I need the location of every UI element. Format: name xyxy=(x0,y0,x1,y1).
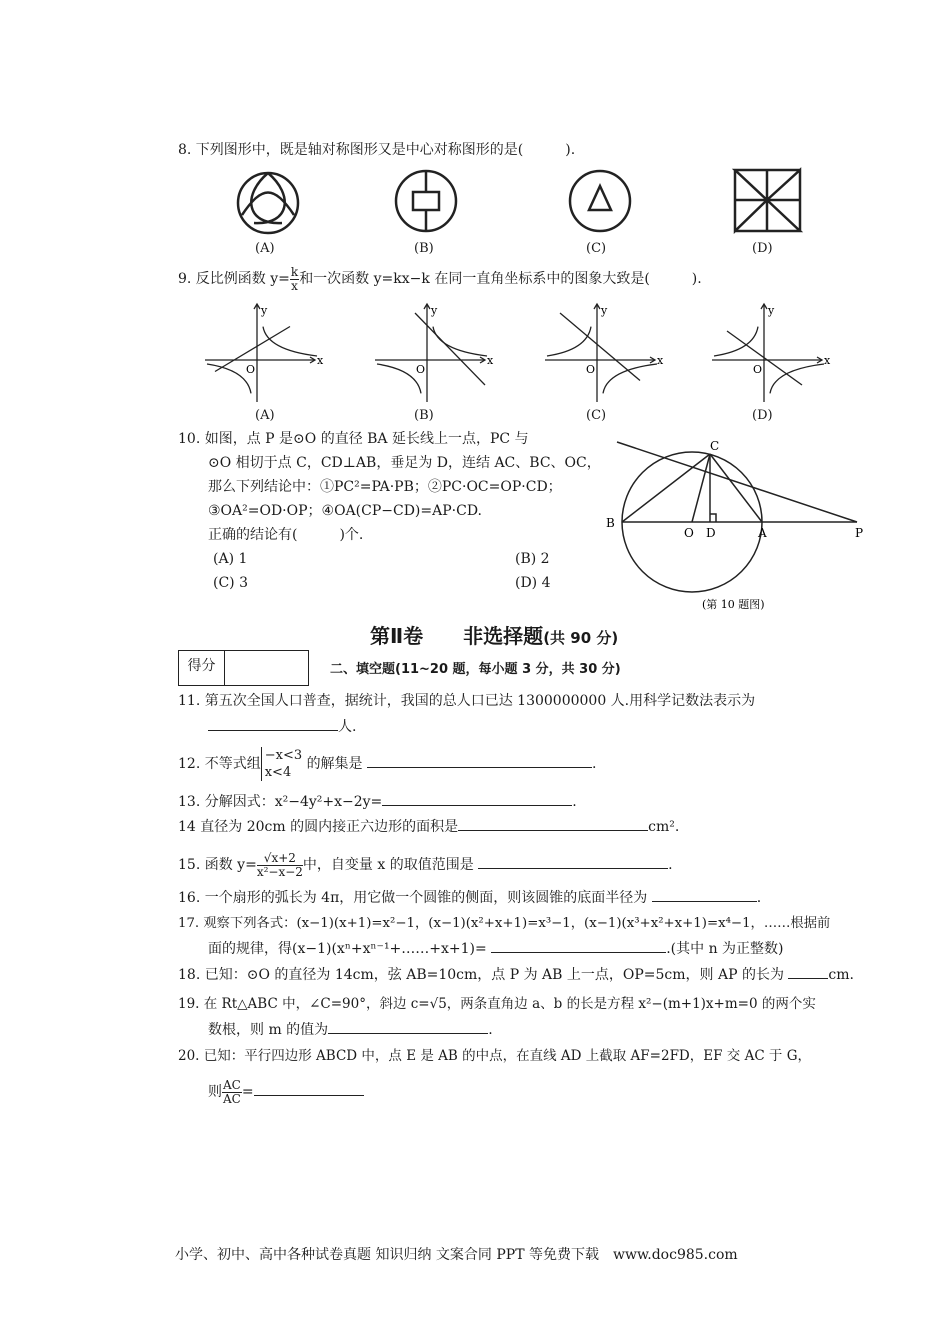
q9-axis-y-label: y xyxy=(601,304,608,317)
q9-option-a-label: (A) xyxy=(255,408,275,423)
q9-option-c-label: (C) xyxy=(586,408,607,423)
q11-line-1: 11. 第五次全国人口普查，据统计，我国的总人口已达 1300000000 人.用科学记数法表示为 xyxy=(178,693,756,709)
q19-line-2 xyxy=(208,1021,493,1039)
q19-end: . xyxy=(488,1022,493,1038)
q10-line-3: 那么下列结论中：①PC²=PA·PB；②PC·OC=OP·CD； xyxy=(208,479,562,495)
q9-axis-x-label: x xyxy=(487,354,494,367)
fig-point-p: P xyxy=(855,526,864,540)
q9-axis-x-label: x xyxy=(317,354,324,367)
q20-fraction xyxy=(222,1079,242,1106)
q9-axis-x-label: x xyxy=(824,354,831,367)
q11-answer-blank[interactable] xyxy=(208,718,338,731)
q17-suffix: .(其中 n 为正整数) xyxy=(666,941,784,957)
fig-point-d: D xyxy=(706,526,716,540)
q14-answer-blank[interactable] xyxy=(458,818,648,831)
q20-frac-num: AC xyxy=(223,1077,241,1092)
question-16 xyxy=(178,889,761,907)
q19-line-1: 19. 在 Rt△ABC 中，∠C=90°，斜边 c=√5，两条直角边 a、b 的长是方程 x²−(m+1)x+m=0 的两个实 xyxy=(178,996,816,1012)
q8-option-d-figure xyxy=(730,165,804,235)
q13-answer-blank[interactable] xyxy=(382,793,572,806)
q9-graph-d xyxy=(712,304,832,404)
q18-prefix: 18. 已知：⊙O 的直径为 14cm，弦 AB=10cm，点 P 为 AB 上一点，OP=5cm，则 AP 的长为 xyxy=(178,967,784,983)
q15-frac-num: √x+2 xyxy=(257,852,303,866)
q20-prefix: 则 xyxy=(208,1084,222,1100)
q10-line-1: 10. 如图，点 P 是⊙O 的直径 BA 延长线上一点，PC 与 xyxy=(178,431,529,447)
q9-graph-a xyxy=(205,304,325,404)
q12-end: . xyxy=(592,756,597,772)
q9-origin-label: O xyxy=(753,363,763,376)
q18-answer-blank[interactable] xyxy=(788,966,828,979)
q20-answer-blank[interactable] xyxy=(254,1083,364,1096)
q12-ineq-2: x<4 xyxy=(264,765,292,780)
section-title-main: 第Ⅱ卷 非选择题 xyxy=(370,624,544,648)
q10-line-4: ③OA²=OD·OP；④OA(CP−CD)=AP·CD. xyxy=(208,503,482,519)
q9-axis-x-label: x xyxy=(657,354,664,367)
fig-point-a: A xyxy=(758,526,767,540)
q9-frac-num: k xyxy=(290,264,299,279)
question-8-text: 8. 下列图形中，既是轴对称图形又是中心对称图形的是( ). xyxy=(178,142,576,158)
q12-ineq-1: −x<3 xyxy=(264,748,303,763)
q9-fraction xyxy=(290,266,299,293)
q9-origin-label: O xyxy=(246,363,256,376)
fig-point-b: B xyxy=(606,516,615,530)
q12-answer-blank[interactable] xyxy=(367,755,592,768)
q15-fraction xyxy=(257,852,303,879)
fig-point-o: O xyxy=(684,526,694,540)
q8-option-a-figure xyxy=(232,165,304,235)
q10-line-2: ⊙O 相切于点 C，CD⊥AB，垂足为 D，连结 AC、BC、OC， xyxy=(208,455,601,471)
q15-end: . xyxy=(668,857,673,873)
q14-prefix: 14 直径为 20cm 的圆内接正六边形的面积是 xyxy=(178,819,459,835)
q8-option-b-label: (B) xyxy=(414,241,434,256)
q9-prefix: 9. 反比例函数 y= xyxy=(178,271,290,287)
question-12 xyxy=(178,744,596,784)
score-box xyxy=(178,650,309,686)
q9-axis-y-label: y xyxy=(768,304,775,317)
q11-suffix: 人. xyxy=(338,719,357,735)
q16-prefix: 16. 一个扇形的弧长为 4π，用它做一个圆锥的侧面，则该圆锥的底面半径为 xyxy=(178,890,648,906)
fig-point-c: C xyxy=(710,439,720,453)
q15-suffix: 中，自变量 x 的取值范围是 xyxy=(302,857,474,873)
q10-option-c: (C) 3 xyxy=(213,575,248,591)
q17-line-1: 17. 观察下列各式：(x−1)(x+1)=x²−1，(x−1)(x²+x+1)=x³−1，(x−1)(x³+x²+x+1)=x⁴−1，……根据前 xyxy=(178,916,831,931)
q8-option-c-figure xyxy=(567,168,633,234)
fig-caption: (第 10 题图) xyxy=(702,598,765,611)
q10-option-b: (B) 2 xyxy=(515,551,550,567)
q9-option-b-label: (B) xyxy=(414,408,434,423)
question-9-text xyxy=(178,264,702,294)
q9-suffix: 和一次函数 y=kx−k 在同一直角坐标系中的图象大致是( ). xyxy=(299,271,702,287)
q11-line-2 xyxy=(208,718,356,736)
q13-prefix: 13. 分解因式：x²−4y²+x−2y= xyxy=(178,794,383,810)
section-title xyxy=(370,624,618,650)
q8-option-c-label: (C) xyxy=(586,241,607,256)
q10-option-d: (D) 4 xyxy=(515,575,551,591)
q16-end: . xyxy=(756,890,762,906)
q9-axis-y-label: y xyxy=(431,304,438,317)
q10-line-5: 正确的结论有( )个. xyxy=(208,527,364,543)
score-label: 得分 xyxy=(179,651,225,685)
q20-line-2 xyxy=(208,1075,364,1109)
q15-frac-den: x²−x−2 xyxy=(256,864,303,879)
q19-answer-blank[interactable] xyxy=(328,1021,488,1034)
q12-suffix: 的解集是 xyxy=(306,756,363,772)
q18-end: cm. xyxy=(828,967,854,983)
question-14 xyxy=(178,818,679,836)
q12-prefix: 12. 不等式组 xyxy=(178,756,261,772)
q9-option-d-label: (D) xyxy=(752,408,773,423)
q9-graph-c xyxy=(545,304,665,404)
q13-end: . xyxy=(572,794,577,810)
q15-answer-blank[interactable] xyxy=(478,856,668,869)
q19-prefix: 数根，则 m 的值为 xyxy=(208,1022,329,1038)
section-title-suffix: (共 90 分) xyxy=(543,629,619,647)
q16-answer-blank[interactable] xyxy=(652,889,757,902)
section-heading: 二、填空题(11~20 题，每小题 3 分，共 30 分) xyxy=(330,662,621,677)
q12-inequality-system xyxy=(261,747,302,781)
question-18 xyxy=(178,966,854,984)
q8-option-b-figure xyxy=(393,168,459,234)
q9-frac-den: x xyxy=(291,278,298,293)
q17-prefix: 面的规律，得(x−1)(xⁿ+xⁿ⁻¹+……+x+1)= xyxy=(208,941,487,957)
q9-graph-b xyxy=(375,304,495,404)
q9-origin-label: O xyxy=(586,363,596,376)
q8-option-d-label: (D) xyxy=(752,241,773,256)
question-15 xyxy=(178,846,673,884)
q8-option-a-label: (A) xyxy=(255,241,275,256)
q9-axis-y-label: y xyxy=(261,304,268,317)
q20-line-1: 20. 已知：平行四边形 ABCD 中，点 E 是 AB 的中点，在直线 AD 上截取 AF=2FD，EF 交 AC 于 G， xyxy=(178,1048,812,1064)
q20-frac-den: AC xyxy=(223,1091,241,1106)
q17-answer-blank[interactable] xyxy=(491,940,666,953)
q10-option-a: (A) 1 xyxy=(213,551,248,567)
q15-prefix: 15. 函数 y= xyxy=(178,857,257,873)
q10-geometry-figure xyxy=(606,439,877,615)
q17-line-2 xyxy=(208,940,784,958)
q14-end: cm². xyxy=(648,819,680,835)
q20-end: = xyxy=(241,1084,254,1100)
question-13 xyxy=(178,793,577,811)
page-footer: 小学、初中、高中各种试卷真题 知识归纳 文案合同 PPT 等免费下载 www.doc985.com xyxy=(175,1247,738,1263)
q9-origin-label: O xyxy=(416,363,426,376)
